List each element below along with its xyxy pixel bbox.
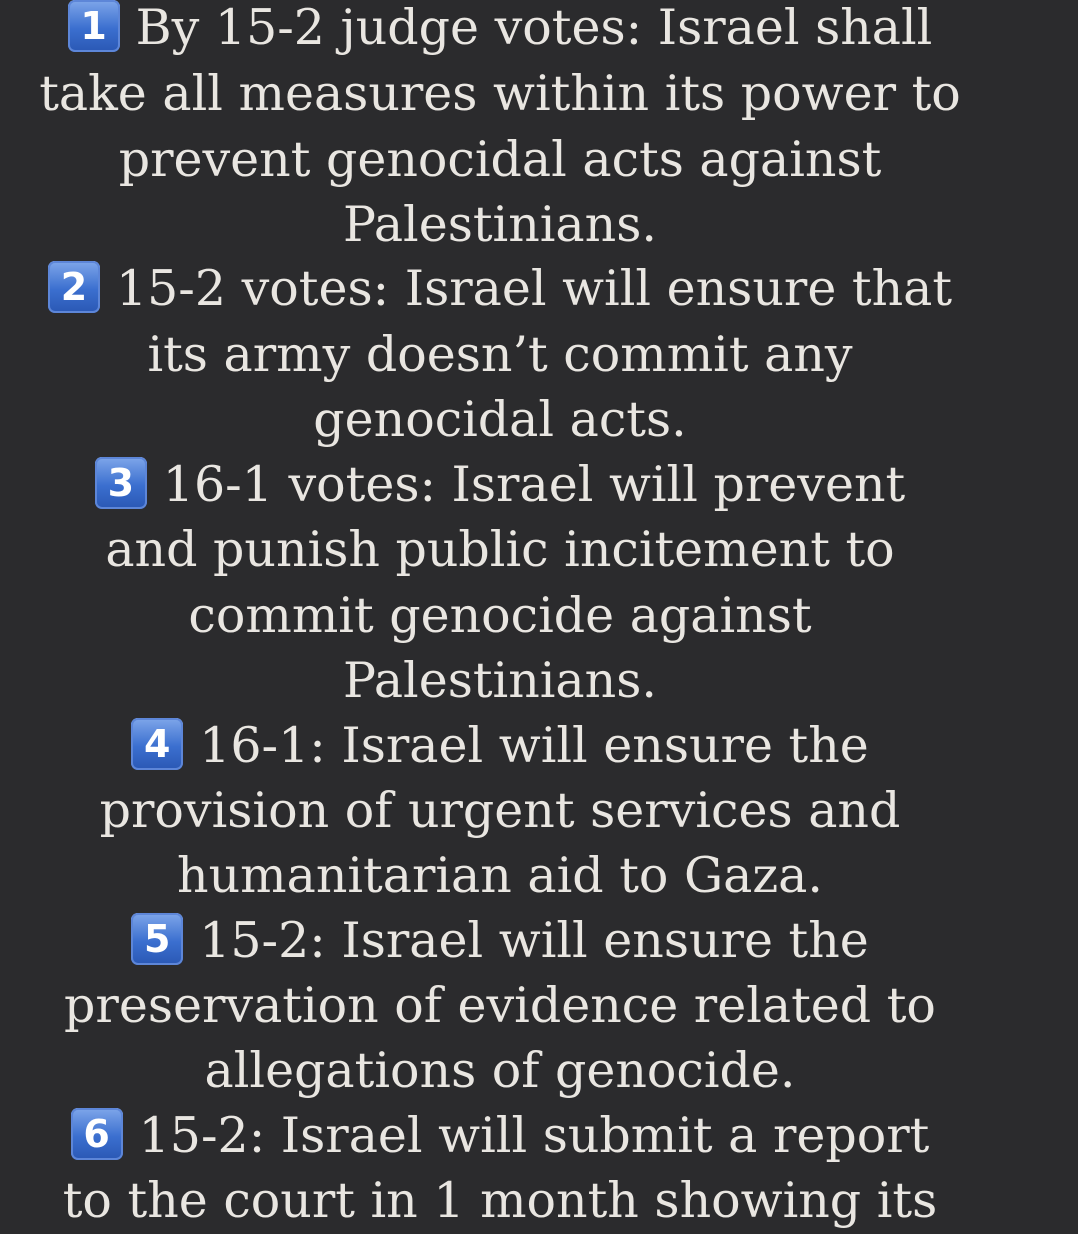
item-6-line-2: to the court in 1 month showing its xyxy=(62,1172,938,1229)
item-4-line-2: provision of urgent services and xyxy=(99,782,901,839)
item-2-line-1 xyxy=(0,256,1000,322)
item-6-line-1 xyxy=(0,1103,1000,1169)
item-1-line-4: Palestinians. xyxy=(343,196,657,253)
item-1-line-3: prevent genocidal acts against xyxy=(118,131,882,188)
keycap-2-icon: 2 xyxy=(48,261,100,313)
item-text: 16-1: Israel will ensure the xyxy=(199,717,869,774)
item-3-line-4: Palestinians. xyxy=(343,652,657,709)
item-4-line-3: humanitarian aid to Gaza. xyxy=(177,847,823,904)
item-3-line-1 xyxy=(0,452,1000,518)
item-3-line-3: commit genocide against xyxy=(188,587,812,644)
item-text: 15-2 votes: Israel will ensure that xyxy=(115,260,953,317)
item-1-line-2: take all measures within its power to xyxy=(39,65,961,122)
item-3-line-2: and punish public incitement to xyxy=(105,521,895,578)
keycap-6-icon: 6 xyxy=(71,1108,123,1160)
item-2-line-2: its army doesn’t commit any xyxy=(147,326,853,383)
item-4-line-1 xyxy=(0,713,1000,779)
item-2-line-3: genocidal acts. xyxy=(313,391,687,448)
keycap-3-icon: 3 xyxy=(95,457,147,509)
item-5-line-1 xyxy=(0,908,1000,974)
item-1-line-1 xyxy=(0,0,1000,61)
keycap-4-icon: 4 xyxy=(131,718,183,770)
keycap-5-icon: 5 xyxy=(131,913,183,965)
item-text: 15-2: Israel will submit a report xyxy=(138,1107,930,1164)
item-text: 15-2: Israel will ensure the xyxy=(199,912,869,969)
item-text: By 15-2 judge votes: Israel shall xyxy=(135,0,933,56)
item-5-line-2: preservation of evidence related to xyxy=(64,977,936,1034)
item-text: 16-1 votes: Israel will prevent xyxy=(162,456,906,513)
keycap-1-icon: 1 xyxy=(68,0,120,52)
item-5-line-3: allegations of genocide. xyxy=(204,1042,796,1099)
